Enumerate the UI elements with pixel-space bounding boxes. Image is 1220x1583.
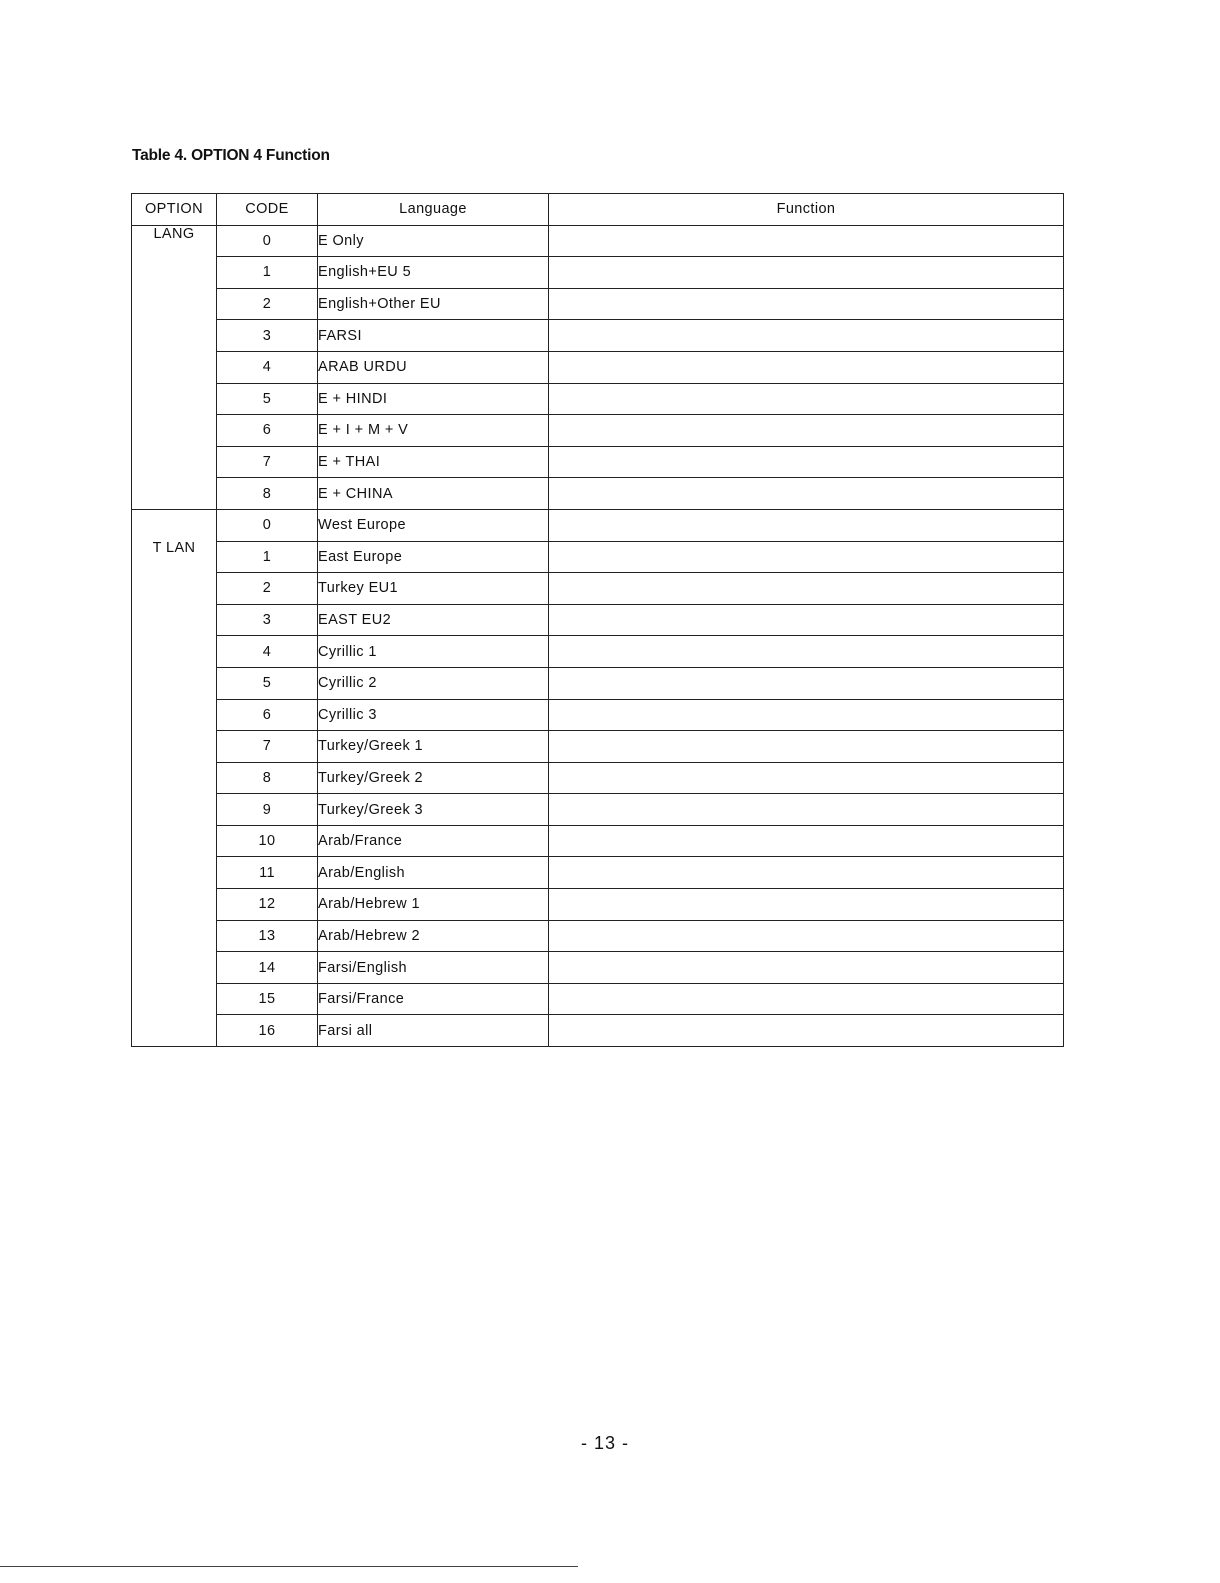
language-cell: East Europe bbox=[318, 541, 549, 573]
function-cell bbox=[549, 383, 1064, 415]
language-cell: Turkey/Greek 3 bbox=[318, 794, 549, 826]
function-cell bbox=[549, 415, 1064, 447]
code-cell: 0 bbox=[217, 509, 318, 541]
code-cell: 8 bbox=[217, 478, 318, 510]
code-cell: 2 bbox=[217, 288, 318, 320]
table-row bbox=[132, 825, 1064, 857]
code-cell: 3 bbox=[217, 604, 318, 636]
table-header-row bbox=[132, 194, 1064, 226]
language-cell: E Only bbox=[318, 225, 549, 257]
table-row bbox=[132, 257, 1064, 289]
header-language: Language bbox=[318, 194, 549, 226]
function-cell bbox=[549, 920, 1064, 952]
language-cell: E + I + M + V bbox=[318, 415, 549, 447]
function-cell bbox=[549, 983, 1064, 1015]
language-cell: E + HINDI bbox=[318, 383, 549, 415]
table-row bbox=[132, 857, 1064, 889]
code-cell: 9 bbox=[217, 794, 318, 826]
language-cell: Farsi/English bbox=[318, 952, 549, 984]
table-row bbox=[132, 320, 1064, 352]
page-number: - 13 - bbox=[580, 1433, 629, 1453]
code-cell: 10 bbox=[217, 825, 318, 857]
function-cell bbox=[549, 636, 1064, 668]
function-cell bbox=[549, 604, 1064, 636]
table-row bbox=[132, 1015, 1064, 1047]
language-cell: E + CHINA bbox=[318, 478, 549, 510]
header-code: CODE bbox=[217, 194, 318, 226]
code-cell: 1 bbox=[217, 257, 318, 289]
function-cell bbox=[549, 699, 1064, 731]
header-option: OPTION bbox=[132, 194, 217, 226]
function-cell bbox=[549, 889, 1064, 921]
language-cell: Turkey EU1 bbox=[318, 573, 549, 605]
table-row bbox=[132, 667, 1064, 699]
table-row bbox=[132, 699, 1064, 731]
table-row bbox=[132, 762, 1064, 794]
code-cell: 6 bbox=[217, 699, 318, 731]
language-cell: EAST EU2 bbox=[318, 604, 549, 636]
code-cell: 2 bbox=[217, 573, 318, 605]
function-cell bbox=[549, 320, 1064, 352]
language-cell: Cyrillic 2 bbox=[318, 667, 549, 699]
function-cell bbox=[549, 825, 1064, 857]
code-cell: 12 bbox=[217, 889, 318, 921]
code-cell: 6 bbox=[217, 415, 318, 447]
function-cell bbox=[549, 257, 1064, 289]
table-row bbox=[132, 636, 1064, 668]
table-row bbox=[132, 952, 1064, 984]
function-cell bbox=[549, 573, 1064, 605]
function-cell bbox=[549, 952, 1064, 984]
option-function-table bbox=[131, 193, 1064, 1047]
table-row bbox=[132, 983, 1064, 1015]
function-cell bbox=[549, 794, 1064, 826]
option-cell: T LAN bbox=[132, 509, 217, 1046]
language-cell: West Europe bbox=[318, 509, 549, 541]
table-row bbox=[132, 731, 1064, 763]
code-cell: 13 bbox=[217, 920, 318, 952]
code-cell: 1 bbox=[217, 541, 318, 573]
code-cell: 7 bbox=[217, 731, 318, 763]
code-cell: 11 bbox=[217, 857, 318, 889]
code-cell: 0 bbox=[217, 225, 318, 257]
footer-rule bbox=[0, 1566, 578, 1567]
code-cell: 5 bbox=[217, 383, 318, 415]
function-cell bbox=[549, 857, 1064, 889]
language-cell: Arab/France bbox=[318, 825, 549, 857]
table-row bbox=[132, 478, 1064, 510]
function-cell bbox=[549, 762, 1064, 794]
code-cell: 15 bbox=[217, 983, 318, 1015]
language-cell: Farsi all bbox=[318, 1015, 549, 1047]
function-cell bbox=[549, 478, 1064, 510]
table-row bbox=[132, 889, 1064, 921]
language-cell: Arab/Hebrew 1 bbox=[318, 889, 549, 921]
function-cell bbox=[549, 1015, 1064, 1047]
language-cell: Arab/Hebrew 2 bbox=[318, 920, 549, 952]
language-cell: Farsi/France bbox=[318, 983, 549, 1015]
function-cell bbox=[549, 225, 1064, 257]
function-cell bbox=[549, 541, 1064, 573]
code-cell: 14 bbox=[217, 952, 318, 984]
language-cell: Turkey/Greek 2 bbox=[318, 762, 549, 794]
table-caption: Table 4. OPTION 4 Function bbox=[132, 147, 330, 164]
header-function: Function bbox=[549, 194, 1064, 226]
function-cell bbox=[549, 446, 1064, 478]
table-row bbox=[132, 446, 1064, 478]
table-body bbox=[132, 225, 1064, 1046]
table-row bbox=[132, 794, 1064, 826]
language-cell: Cyrillic 1 bbox=[318, 636, 549, 668]
table-row bbox=[132, 920, 1064, 952]
table-row bbox=[132, 573, 1064, 605]
code-cell: 7 bbox=[217, 446, 318, 478]
code-cell: 4 bbox=[217, 636, 318, 668]
language-cell: FARSI bbox=[318, 320, 549, 352]
function-cell bbox=[549, 288, 1064, 320]
table-row bbox=[132, 541, 1064, 573]
table-row bbox=[132, 288, 1064, 320]
language-cell: Turkey/Greek 1 bbox=[318, 731, 549, 763]
function-cell bbox=[549, 731, 1064, 763]
code-cell: 4 bbox=[217, 351, 318, 383]
language-cell: English+Other EU bbox=[318, 288, 549, 320]
language-cell: E + THAI bbox=[318, 446, 549, 478]
function-cell bbox=[549, 667, 1064, 699]
table-row bbox=[132, 351, 1064, 383]
function-cell bbox=[549, 509, 1064, 541]
table-row bbox=[132, 383, 1064, 415]
option-cell: LANG bbox=[132, 225, 217, 509]
code-cell: 16 bbox=[217, 1015, 318, 1047]
table-row bbox=[132, 604, 1064, 636]
language-cell: ARAB URDU bbox=[318, 351, 549, 383]
table-row bbox=[132, 225, 1064, 257]
table-row bbox=[132, 509, 1064, 541]
code-cell: 5 bbox=[217, 667, 318, 699]
language-cell: English+EU 5 bbox=[318, 257, 549, 289]
code-cell: 8 bbox=[217, 762, 318, 794]
language-cell: Cyrillic 3 bbox=[318, 699, 549, 731]
code-cell: 3 bbox=[217, 320, 318, 352]
language-cell: Arab/English bbox=[318, 857, 549, 889]
function-cell bbox=[549, 351, 1064, 383]
table-row bbox=[132, 415, 1064, 447]
